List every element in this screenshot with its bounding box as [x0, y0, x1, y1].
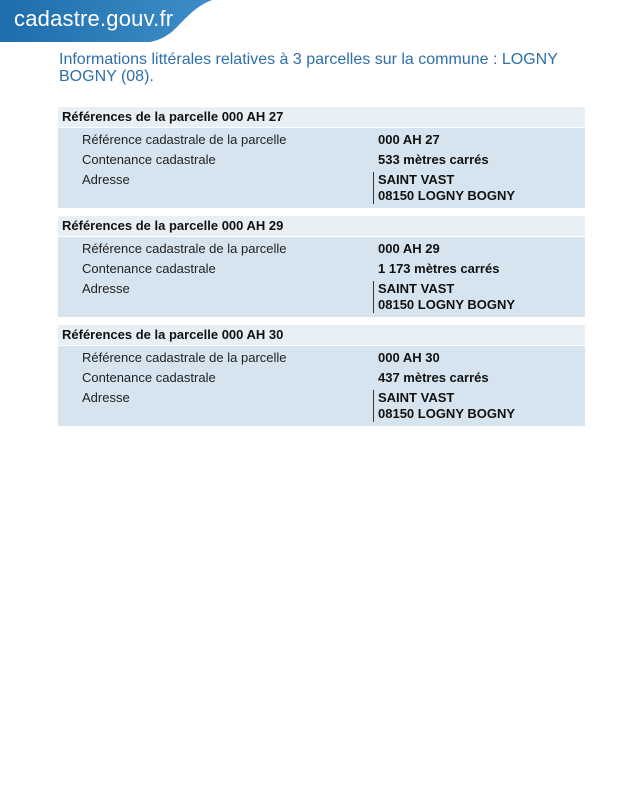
- address-value: [373, 172, 515, 204]
- parcel-area-row: [58, 257, 585, 277]
- area-value: 1 173 mètres carrés: [378, 261, 500, 276]
- parcel-card: [58, 216, 585, 317]
- address-line-2: 08150 LOGNY BOGNY: [378, 297, 516, 312]
- address-value: [373, 281, 515, 313]
- page-title: Informations littérales relatives à 3 parcelles sur la commune : LOGNY BOGNY (08).: [59, 51, 558, 85]
- site-header: [0, 0, 637, 42]
- area-label: Contenance cadastrale: [82, 261, 216, 276]
- parcel-ref-row: [58, 237, 585, 257]
- ref-label: Référence cadastrale de la parcelle: [82, 241, 287, 256]
- address-line-1: SAINT VAST: [378, 281, 455, 296]
- ref-value: 000 AH 30: [378, 350, 440, 365]
- ref-label: Référence cadastrale de la parcelle: [82, 350, 287, 365]
- parcel-area-row: [58, 366, 585, 386]
- address-label: Adresse: [82, 390, 130, 405]
- ref-label: Référence cadastrale de la parcelle: [82, 132, 287, 147]
- address-line-1: SAINT VAST: [378, 172, 455, 187]
- parcel-heading: Références de la parcelle 000 AH 27: [58, 107, 585, 128]
- area-value: 533 mètres carrés: [378, 152, 489, 167]
- ref-value: 000 AH 29: [378, 241, 440, 256]
- parcel-card: [58, 325, 585, 426]
- parcel-heading: Références de la parcelle 000 AH 30: [58, 325, 585, 346]
- address-line-1: SAINT VAST: [378, 390, 455, 405]
- parcel-address-row: [58, 386, 585, 422]
- parcel-heading: Références de la parcelle 000 AH 29: [58, 216, 585, 237]
- area-label: Contenance cadastrale: [82, 152, 216, 167]
- address-value: [373, 390, 515, 422]
- parcel-ref-row: [58, 128, 585, 148]
- parcel-address-row: [58, 168, 585, 204]
- parcel-list: [58, 107, 585, 434]
- ref-value: 000 AH 27: [378, 132, 440, 147]
- parcel-area-row: [58, 148, 585, 168]
- area-label: Contenance cadastrale: [82, 370, 216, 385]
- address-line-2: 08150 LOGNY BOGNY: [378, 406, 516, 421]
- parcel-ref-row: [58, 346, 585, 366]
- parcel-address-row: [58, 277, 585, 313]
- site-logo[interactable]: cadastre.gouv.fr: [14, 6, 174, 31]
- address-label: Adresse: [82, 281, 130, 296]
- address-line-2: 08150 LOGNY BOGNY: [378, 188, 516, 203]
- area-value: 437 mètres carrés: [378, 370, 489, 385]
- parcel-card: [58, 107, 585, 208]
- address-label: Adresse: [82, 172, 130, 187]
